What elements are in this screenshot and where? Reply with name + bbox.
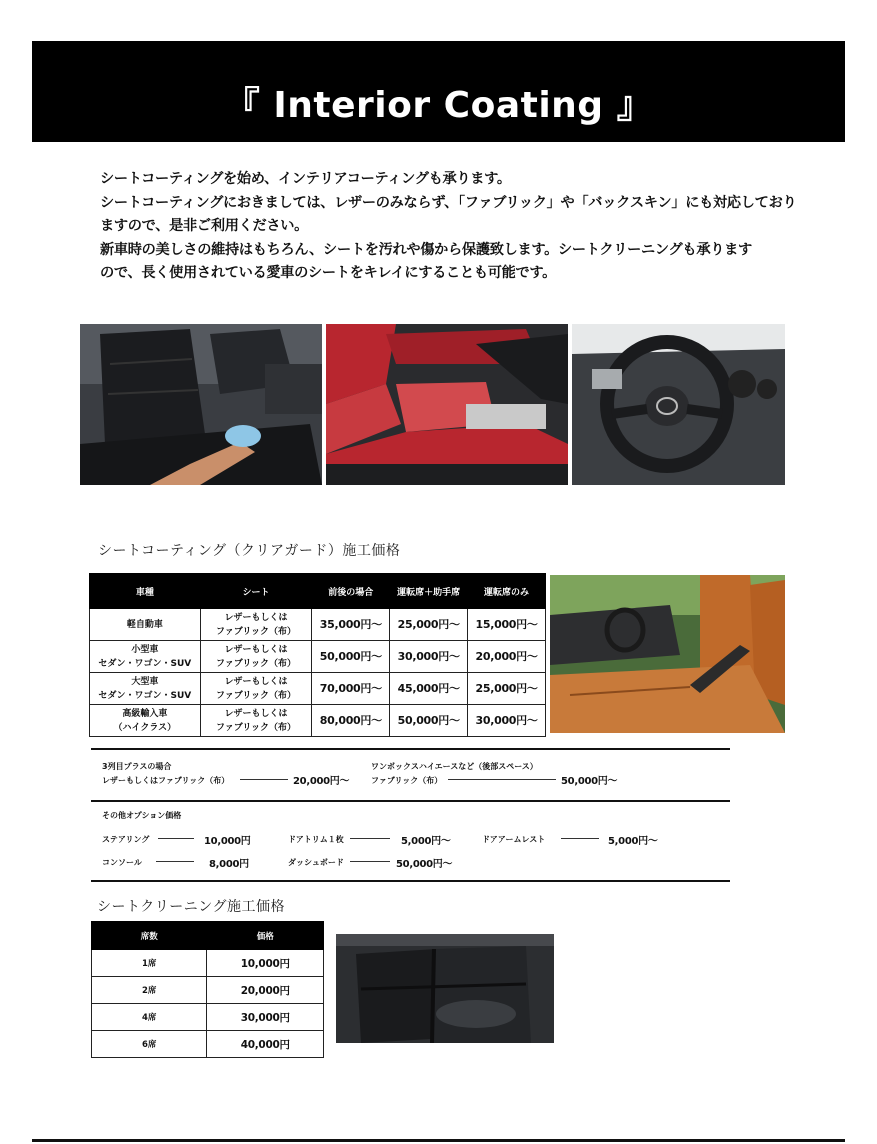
price-cell: 40,000円	[207, 1031, 324, 1058]
third-row-price: 20,000円〜	[293, 776, 350, 787]
intro-line: 新車時の美しさの維持はもちろん、シートを汚れや傷から保護致します。シートクリーニングも承ります	[100, 241, 752, 258]
third-row-label: レザーもしくはファブリック（布）	[102, 776, 230, 785]
section-divider	[91, 748, 730, 750]
car-type: 軽自動車	[126, 619, 163, 630]
car-type-sub: （ハイクラス）	[113, 722, 177, 733]
intro-line: ので、長く使用されている愛車のシートをキレイにすることも可能です。	[100, 265, 557, 281]
steering-price: 10,000円	[204, 836, 251, 847]
price-cell: 35,000円〜	[312, 609, 390, 641]
onebox-label: ファブリック（布）	[371, 776, 443, 785]
seat-type-line: ファブリック（布）	[215, 690, 297, 701]
price-cell: 25,000円〜	[390, 609, 468, 641]
cleaning-price-table	[91, 921, 324, 1058]
price-cell: 30,000円	[207, 1004, 324, 1031]
car-type-cell	[90, 673, 201, 705]
seats-cell: 2席	[92, 977, 207, 1004]
price-cell: 45,000円〜	[390, 673, 468, 705]
intro-line: シートコーティングを始め、インテリアコーティングも承ります。	[100, 171, 511, 187]
price-cell: 70,000円〜	[312, 673, 390, 705]
table-row	[90, 673, 546, 705]
steering-label: ステアリング	[102, 835, 150, 844]
leader-line	[240, 779, 288, 780]
price-cell: 50,000円〜	[390, 705, 468, 737]
leader-line	[448, 779, 556, 780]
column-header: 運転席のみ	[468, 574, 546, 609]
seats-cell: 1席	[92, 950, 207, 977]
column-header: シート	[200, 574, 312, 609]
column-header: 車種	[90, 574, 201, 609]
seats-cell: 4席	[92, 1004, 207, 1031]
section-divider	[91, 880, 730, 882]
seats-cell: 6席	[92, 1031, 207, 1058]
car-type-sub: セダン・ワゴン・SUV	[98, 690, 192, 701]
column-header: 席数	[92, 922, 207, 950]
price-cell: 50,000円〜	[312, 641, 390, 673]
console-price: 8,000円	[209, 859, 249, 870]
door-armrest-label: ドアアームレスト	[482, 835, 546, 844]
options-title: その他オプション価格	[102, 811, 182, 820]
coating-price-table	[89, 573, 546, 737]
car-type-cell	[90, 705, 201, 737]
leader-line	[350, 861, 390, 862]
seat-type-cell	[200, 705, 312, 737]
third-row-title: 3列目プラスの場合	[102, 762, 172, 771]
car-type: 大型車	[131, 676, 159, 687]
intro-text	[100, 168, 797, 286]
intro-line: シートコーティングにおきましては、レザーのみならず、「ファブリック」や「バックスキン」にも対応しており	[100, 194, 797, 211]
page-title: 『 Interior Coating 』	[223, 85, 654, 126]
header-banner	[32, 41, 845, 142]
dashboard-price: 50,000円〜	[396, 859, 453, 870]
price-cell: 30,000円〜	[468, 705, 546, 737]
seat-type-line: レザーもしくは	[224, 676, 288, 687]
price-cell: 25,000円〜	[468, 673, 546, 705]
price-cell: 20,000円	[207, 977, 324, 1004]
seat-type-line: レザーもしくは	[224, 612, 288, 623]
price-cell: 20,000円〜	[468, 641, 546, 673]
table-header-row	[92, 922, 324, 950]
car-type-cell	[90, 609, 201, 641]
seat-type-cell	[200, 673, 312, 705]
black-seat-cushion-photo	[336, 934, 554, 1043]
price-cell: 10,000円	[207, 950, 324, 977]
seat-type-line: ファブリック（布）	[215, 658, 297, 669]
price-cell: 30,000円〜	[390, 641, 468, 673]
coating-section-title: シートコーティング（クリアガード）施工価格	[98, 543, 401, 559]
table-header-row	[90, 574, 546, 609]
table-row	[92, 977, 324, 1004]
car-type-cell	[90, 641, 201, 673]
section-divider	[91, 800, 730, 802]
seat-type-cell	[200, 641, 312, 673]
leader-line	[561, 838, 599, 839]
steering-wheel-photo	[572, 324, 785, 485]
door-trim-price: 5,000円〜	[401, 836, 451, 847]
seat-type-line: レザーもしくは	[224, 644, 288, 655]
onebox-price: 50,000円〜	[561, 776, 618, 787]
leader-line	[158, 838, 194, 839]
table-row	[90, 609, 546, 641]
page-bottom-rule	[32, 1139, 845, 1142]
seat-type-line: ファブリック（布）	[215, 722, 297, 733]
table-row	[92, 1031, 324, 1058]
column-header: 前後の場合	[312, 574, 390, 609]
table-row	[90, 641, 546, 673]
leader-line	[156, 861, 194, 862]
column-header: 運転席＋助手席	[390, 574, 468, 609]
car-type: 小型車	[131, 644, 159, 655]
onebox-title: ワンボックスハイエースなど（後部スペース）	[371, 762, 538, 771]
door-armrest-price: 5,000円〜	[608, 836, 658, 847]
car-type: 高級輸入車	[122, 708, 168, 719]
car-type-sub: セダン・ワゴン・SUV	[98, 658, 192, 669]
leather-seat-wiping-photo	[80, 324, 322, 485]
dashboard-label: ダッシュボード	[288, 858, 344, 867]
console-label: コンソール	[102, 858, 142, 867]
price-cell: 15,000円〜	[468, 609, 546, 641]
table-row	[90, 705, 546, 737]
seat-type-line: ファブリック（布）	[215, 626, 297, 637]
table-row	[92, 950, 324, 977]
seat-type-line: レザーもしくは	[224, 708, 288, 719]
seat-type-cell	[200, 609, 312, 641]
intro-line: ますので、是非ご利用ください。	[100, 218, 309, 234]
tan-sport-seat-photo	[550, 575, 785, 733]
leader-line	[350, 838, 390, 839]
column-header: 価格	[207, 922, 324, 950]
door-trim-label: ドアトリム１枚	[288, 835, 344, 844]
table-row	[92, 1004, 324, 1031]
cleaning-section-title: シートクリーニング施工価格	[97, 899, 285, 915]
price-cell: 80,000円〜	[312, 705, 390, 737]
red-interior-console-photo	[326, 324, 568, 485]
